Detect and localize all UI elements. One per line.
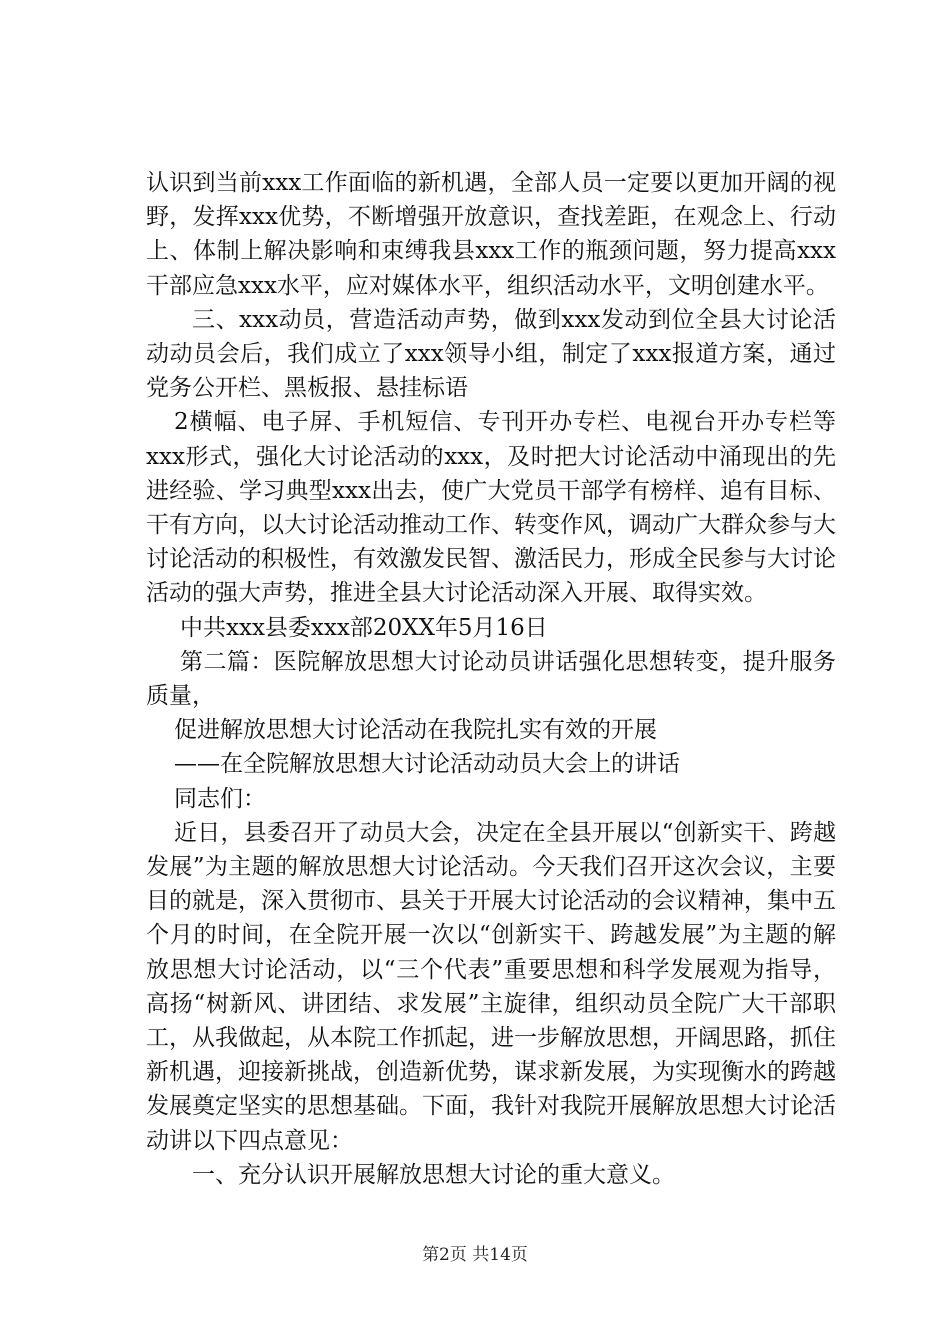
speech-subtitle: ——在全院解放思想大讨论活动动员大会上的讲话 bbox=[174, 751, 680, 778]
page-footer bbox=[0, 1240, 950, 1265]
paragraph-speech-intro: 近日，县委召开了动员大会，决定在全县开展以“创新实干、跨越发展”为主题的解放思想大讨论活动。今天我们召开这次会议，主要目的就是，深入贯彻市、县关于开展大讨论活动的会议精神，集中五个月的时间，在全院开展一次以“创新实干、跨越发展”为主题的解放思想大讨论活动，以“三个代表”重要思想和科学发展观为指导，高扬“树新风、讲团结、求发展”主旋律，组织动员全院广大干部职工，从我做起，从本院工作抓起，进一步解放思想，开阔思路，抓住新机遇，迎接新挑战，创造新优势，谋求新发展，为实现衡水的跨越发展奠定坚实的思想基础。下面，我针对我院开展解放思想大讨论活动讲以下四点意见： bbox=[146, 819, 836, 1154]
chapter-heading: 第二篇：医院解放思想大讨论动员讲话强化思想转变，提升服务质量， bbox=[146, 648, 836, 710]
paragraph-section-three: 三、xxx动员，营造活动声势，做到xxx发动到位全县大讨论活动动员会后，我们成立了xxx领导小组，制定了xxx报道方案，通过党务公开栏、黑板报、悬挂标语 bbox=[146, 306, 836, 402]
salutation: 同志们： bbox=[174, 785, 266, 812]
paragraph-continued-list: 2横幅、电子屏、手机短信、专刊开办专栏、电视台开办专栏等xxx形式，强化大讨论活动的xxx，及时把大讨论活动中涌现出的先进经验、学习典型xxx出去，使广大党员干部学有榜样、追有目标、干有方向，以大讨论活动推动工作、转变作风，调动广大群众参与大讨论活动的积极性，有效激发民智、激活民力，形成全民参与大讨论活动的强大声势，推进全县大讨论活动深入开展、取得实效。 bbox=[146, 409, 836, 607]
page-number: 第2页 共14页 bbox=[422, 1245, 528, 1265]
document-body bbox=[146, 166, 836, 1192]
section-heading-one: 一、充分认识开展解放思想大讨论的重大意义。 bbox=[192, 1161, 675, 1188]
subtitle-line: 促进解放思想大讨论活动在我院扎实有效的开展 bbox=[174, 717, 657, 744]
signature-line: 中共xxx县委xxx部20XX年5月16日 bbox=[180, 614, 548, 641]
paragraph-continuation: 认识到当前xxx工作面临的新机遇，全部人员一定要以更加开阔的视野，发挥xxx优势，不断增强开放意识，查找差距，在观念上、行动上、体制上解决影响和束缚我县xxx工作的瓶颈问题，努力提高xxx干部应急xxx水平，应对媒体水平，组织活动水平，文明创建水平。 bbox=[146, 170, 836, 299]
